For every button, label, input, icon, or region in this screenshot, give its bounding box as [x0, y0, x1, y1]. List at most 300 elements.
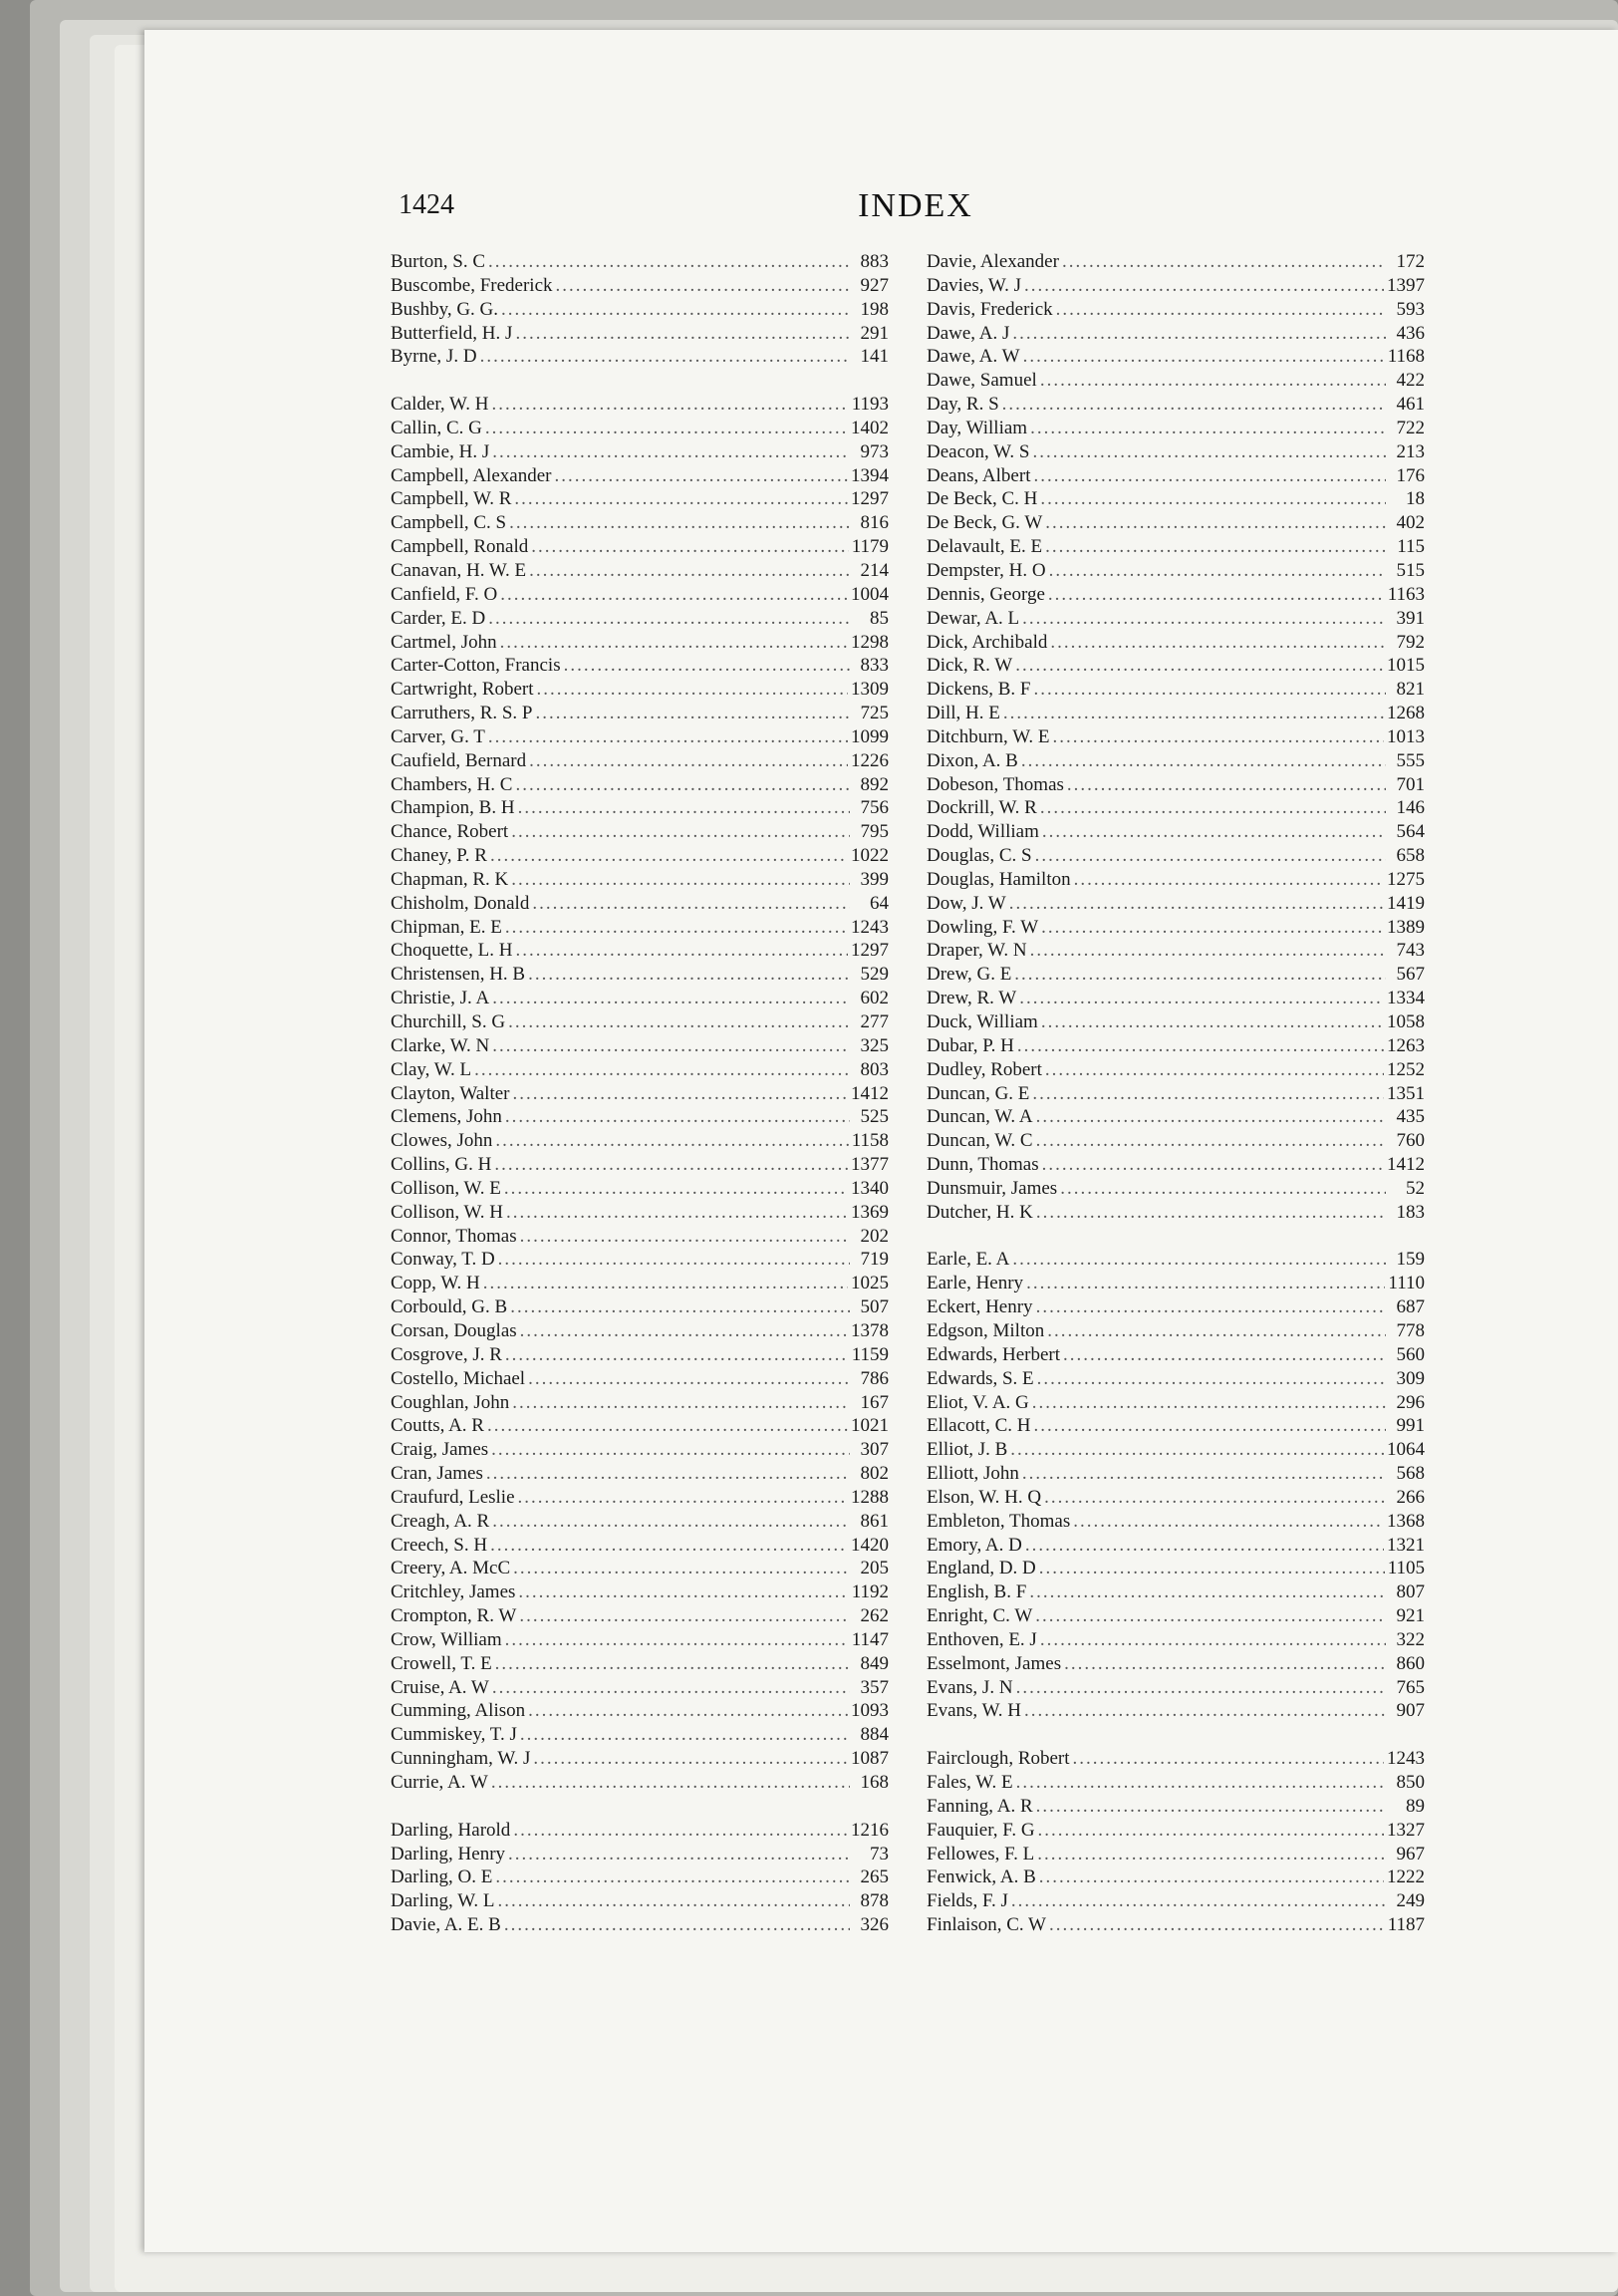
- dot-leader: [1049, 1914, 1385, 1936]
- index-entry: [391, 1511, 889, 1535]
- entry-page: 1394: [851, 464, 889, 486]
- entry-name: Dewar, A. L: [927, 607, 1020, 629]
- index-entry: [391, 893, 889, 917]
- entry-page: 436: [1396, 322, 1425, 344]
- dot-leader: [536, 703, 851, 724]
- entry-page: 722: [1396, 417, 1425, 438]
- dot-leader: [1035, 845, 1386, 867]
- entry-name: Esselmont, James: [927, 1652, 1062, 1674]
- dot-leader: [1016, 1677, 1386, 1699]
- entry-name: Cran, James: [391, 1463, 483, 1485]
- index-entry: [391, 1296, 889, 1320]
- entry-name: Craufurd, Leslie: [391, 1486, 515, 1508]
- entry-page: 399: [860, 868, 889, 890]
- index-entry: [391, 774, 889, 798]
- entry-page: 973: [860, 440, 889, 462]
- dot-leader: [1026, 1273, 1385, 1294]
- dot-leader: [491, 1439, 850, 1461]
- dot-leader: [492, 441, 850, 463]
- dot-leader: [498, 1249, 850, 1271]
- entry-page: 1389: [1387, 916, 1425, 938]
- dot-leader: [520, 1226, 850, 1248]
- dot-leader: [518, 1487, 848, 1509]
- index-entry: [927, 1629, 1425, 1653]
- dot-leader: [500, 584, 848, 606]
- entry-name: Cambie, H. J: [391, 440, 490, 462]
- dot-leader: [505, 917, 848, 939]
- page-title: INDEX: [858, 187, 973, 224]
- index-entry: [927, 323, 1425, 347]
- entry-name: Elliott, John: [927, 1463, 1019, 1485]
- dot-leader: [1024, 1700, 1386, 1722]
- entry-name: Enright, C. W: [927, 1605, 1033, 1627]
- index-entry: [391, 1535, 889, 1559]
- dot-leader: [1040, 370, 1386, 392]
- entry-name: Costello, Michael: [391, 1367, 526, 1389]
- dot-leader: [1040, 1629, 1386, 1651]
- index-entry: [391, 1249, 889, 1273]
- index-entry: [927, 1344, 1425, 1368]
- entry-name: De Beck, G. W: [927, 512, 1043, 534]
- dot-leader: [531, 536, 848, 558]
- dot-leader: [1014, 964, 1386, 986]
- entry-name: Clayton, Walter: [391, 1082, 510, 1104]
- entry-name: Copp, W. H: [391, 1273, 480, 1294]
- entry-name: Chambers, H. C: [391, 773, 513, 795]
- entry-page: 1420: [851, 1534, 889, 1556]
- index-entry: [927, 1415, 1425, 1439]
- index-entry: [391, 750, 889, 774]
- entry-name: Coughlan, John: [391, 1391, 510, 1413]
- entry-page: 262: [860, 1605, 889, 1627]
- entry-page: 719: [860, 1249, 889, 1271]
- group-spacer: [391, 370, 889, 394]
- dot-leader: [488, 251, 850, 273]
- entry-page: 1105: [1387, 1558, 1425, 1579]
- dot-leader: [1042, 821, 1386, 843]
- entry-name: Dudley, Robert: [927, 1058, 1042, 1080]
- entry-name: Dow, J. W: [927, 892, 1006, 914]
- index-entry: [927, 632, 1425, 656]
- dot-leader: [537, 679, 848, 701]
- index-entry: [391, 275, 889, 299]
- dot-leader: [491, 394, 848, 416]
- dot-leader: [1023, 346, 1385, 368]
- index-entry: [391, 465, 889, 489]
- entry-page: 1402: [851, 417, 889, 438]
- entry-name: Dubar, P. H: [927, 1034, 1014, 1056]
- entry-page: 1321: [1387, 1534, 1425, 1556]
- dot-leader: [501, 299, 850, 321]
- dot-leader: [490, 1535, 848, 1557]
- index-entry: [927, 1677, 1425, 1701]
- entry-name: Currie, A. W: [391, 1772, 488, 1793]
- index-entry: [391, 299, 889, 323]
- dot-leader: [1040, 797, 1386, 819]
- entry-page: 1334: [1387, 988, 1425, 1009]
- entry-page: 1192: [851, 1581, 889, 1603]
- index-entry: [391, 584, 889, 608]
- entry-name: Dobeson, Thomas: [927, 773, 1064, 795]
- index-entry: [391, 1558, 889, 1581]
- entry-page: 326: [860, 1914, 889, 1936]
- entry-page: 1309: [851, 679, 889, 701]
- entry-name: Creery, A. McC: [391, 1558, 511, 1579]
- index-entry: [927, 679, 1425, 703]
- dot-leader: [492, 1511, 850, 1533]
- entry-page: 1243: [851, 916, 889, 938]
- entry-page: 402: [1396, 512, 1425, 534]
- entry-name: Carter-Cotton, Francis: [391, 655, 561, 677]
- entry-page: 860: [1396, 1652, 1425, 1674]
- dot-leader: [533, 1748, 848, 1770]
- entry-name: Crow, William: [391, 1628, 502, 1650]
- index-entry: [391, 988, 889, 1011]
- entry-page: 1378: [851, 1319, 889, 1341]
- entry-page: 593: [1396, 298, 1425, 320]
- dot-leader: [1036, 1796, 1386, 1818]
- entry-name: Clarke, W. N: [391, 1034, 490, 1056]
- entry-name: Douglas, Hamilton: [927, 868, 1071, 890]
- entry-page: 205: [860, 1558, 889, 1579]
- entry-page: 1163: [1387, 583, 1425, 605]
- dot-leader: [564, 655, 850, 677]
- dot-leader: [486, 1463, 850, 1485]
- dot-leader: [1050, 632, 1386, 654]
- dot-leader: [1022, 608, 1386, 630]
- index-entry: [927, 1249, 1425, 1273]
- index-entry: [927, 726, 1425, 750]
- dot-leader: [1045, 536, 1386, 558]
- entry-page: 391: [1396, 607, 1425, 629]
- index-entry: [927, 251, 1425, 275]
- entry-page: 172: [1396, 251, 1425, 272]
- entry-name: Embleton, Thomas: [927, 1510, 1071, 1532]
- dot-leader: [1073, 1511, 1384, 1533]
- entry-name: Chance, Robert: [391, 821, 509, 843]
- entry-name: Chisholm, Donald: [391, 892, 530, 914]
- entry-page: 1377: [851, 1154, 889, 1176]
- entry-name: Davie, A. E. B: [391, 1914, 501, 1936]
- entry-name: Choquette, L. H: [391, 940, 513, 962]
- entry-name: Critchley, James: [391, 1581, 516, 1603]
- entry-page: 1064: [1387, 1439, 1425, 1461]
- entry-page: 725: [860, 703, 889, 724]
- entry-name: Cosgrove, J. R: [391, 1343, 502, 1365]
- dot-leader: [1042, 1154, 1384, 1176]
- entry-page: 213: [1396, 440, 1425, 462]
- index-entry: [391, 1273, 889, 1296]
- index-entry: [927, 940, 1425, 964]
- index-entry: [927, 1511, 1425, 1535]
- entry-name: Carruthers, R. S. P: [391, 703, 533, 724]
- entry-page: 1275: [1387, 868, 1425, 890]
- entry-name: Conway, T. D: [391, 1249, 495, 1271]
- index-entry: [391, 1344, 889, 1368]
- index-entry: [927, 1059, 1425, 1083]
- entry-page: 141: [860, 346, 889, 368]
- entry-page: 1412: [851, 1082, 889, 1104]
- entry-name: Crowell, T. E: [391, 1652, 492, 1674]
- dot-leader: [504, 1178, 848, 1200]
- entry-name: Chaney, P. R: [391, 845, 487, 867]
- entry-page: 1351: [1387, 1082, 1425, 1104]
- entry-page: 1093: [851, 1700, 889, 1722]
- entry-page: 1252: [1387, 1058, 1425, 1080]
- entry-name: Calder, W. H: [391, 394, 489, 416]
- index-entry: [927, 821, 1425, 845]
- index-entry: [927, 845, 1425, 869]
- dot-leader: [1022, 1463, 1386, 1485]
- entry-name: Duck, William: [927, 1011, 1038, 1032]
- dot-leader: [556, 275, 850, 297]
- entry-name: Evans, J. N: [927, 1676, 1013, 1698]
- dot-leader: [1053, 726, 1385, 748]
- dot-leader: [1044, 1487, 1386, 1509]
- dot-leader: [1062, 251, 1386, 273]
- entry-page: 277: [860, 1011, 889, 1032]
- entry-page: 1004: [851, 583, 889, 605]
- entry-name: Collins, G. H: [391, 1154, 492, 1176]
- index-entry: [391, 1178, 889, 1202]
- entry-name: Bushby, G. G.: [391, 298, 499, 320]
- dot-leader: [490, 845, 848, 867]
- entry-page: 795: [860, 821, 889, 843]
- entry-page: 1222: [1387, 1866, 1425, 1888]
- entry-name: Dawe, Samuel: [927, 370, 1037, 392]
- index-entry: [391, 1035, 889, 1059]
- entry-name: Davies, W. J: [927, 274, 1021, 296]
- entry-page: 555: [1396, 749, 1425, 771]
- entry-page: 878: [860, 1890, 889, 1912]
- entry-page: 325: [860, 1034, 889, 1056]
- index-entry: [391, 418, 889, 441]
- dot-leader: [508, 1844, 850, 1866]
- dot-leader: [1049, 560, 1386, 582]
- dot-leader: [508, 1011, 850, 1033]
- entry-page: 291: [860, 322, 889, 344]
- dot-leader: [1034, 679, 1387, 701]
- index-entry: [391, 1392, 889, 1416]
- entry-name: Davie, Alexander: [927, 251, 1059, 272]
- dot-leader: [529, 750, 848, 772]
- index-entry: [391, 1154, 889, 1178]
- entry-name: Dawe, A. W: [927, 346, 1020, 368]
- index-entry: [391, 536, 889, 560]
- entry-name: Fanning, A. R: [927, 1795, 1033, 1817]
- entry-page: 1193: [851, 394, 889, 416]
- index-entry: [391, 1914, 889, 1938]
- index-entry: [927, 1653, 1425, 1677]
- index-entry: [927, 750, 1425, 774]
- index-entry: [927, 1011, 1425, 1035]
- dot-leader: [513, 1558, 850, 1579]
- dot-leader: [498, 1890, 851, 1912]
- index-entry: [927, 394, 1425, 418]
- dot-leader: [504, 1914, 850, 1936]
- index-entry: [391, 1487, 889, 1511]
- group-spacer: [927, 1226, 1425, 1250]
- entry-name: Fellowes, F. L: [927, 1843, 1035, 1865]
- index-entry: [927, 655, 1425, 679]
- index-entry: [391, 1059, 889, 1083]
- entry-page: 907: [1396, 1700, 1425, 1722]
- entry-page: 756: [860, 797, 889, 819]
- index-entry: [391, 726, 889, 750]
- dot-leader: [495, 1866, 850, 1888]
- index-entry: [391, 679, 889, 703]
- dot-leader: [515, 940, 848, 962]
- index-entry: [927, 584, 1425, 608]
- dot-leader: [511, 821, 850, 843]
- entry-page: 760: [1396, 1130, 1425, 1152]
- index-entry: [927, 917, 1425, 941]
- entry-page: 807: [1396, 1581, 1425, 1603]
- entry-name: Butterfield, H. J: [391, 322, 513, 344]
- entry-name: Dockrill, W. R: [927, 797, 1037, 819]
- entry-name: Day, William: [927, 417, 1028, 438]
- entry-page: 64: [870, 892, 889, 914]
- dot-leader: [500, 632, 848, 654]
- entry-name: Drew, G. E: [927, 964, 1012, 986]
- entry-page: 602: [860, 988, 889, 1009]
- entry-name: Cummiskey, T. J: [391, 1724, 517, 1746]
- dot-leader: [1060, 1178, 1386, 1200]
- entry-page: 461: [1396, 394, 1425, 416]
- index-entry: [391, 821, 889, 845]
- index-entry: [927, 488, 1425, 512]
- dot-leader: [532, 893, 850, 915]
- entry-name: Dickens, B. F: [927, 679, 1031, 701]
- index-entry: [927, 275, 1425, 299]
- index-entry: [391, 1677, 889, 1701]
- entry-name: Campbell, Ronald: [391, 536, 529, 558]
- index-column-left: [391, 251, 889, 1938]
- entry-page: 1159: [851, 1343, 889, 1365]
- dot-leader: [1039, 1866, 1384, 1888]
- dot-leader: [1024, 275, 1384, 297]
- entry-name: Davis, Frederick: [927, 298, 1053, 320]
- dot-leader: [1030, 940, 1386, 962]
- index-entry: [927, 1605, 1425, 1629]
- entry-name: Collison, W. E: [391, 1177, 501, 1199]
- dot-leader: [1045, 512, 1386, 534]
- dot-leader: [1009, 893, 1384, 915]
- dot-leader: [1074, 869, 1384, 891]
- index-entry: [391, 560, 889, 584]
- entry-name: Clay, W. L: [391, 1058, 472, 1080]
- entry-name: English, B. F: [927, 1581, 1027, 1603]
- index-entry: [927, 536, 1425, 560]
- entry-page: 1087: [851, 1748, 889, 1770]
- entry-name: Creagh, A. R: [391, 1510, 490, 1532]
- entry-name: Fauquier, F. G: [927, 1819, 1035, 1841]
- index-entry: [927, 370, 1425, 394]
- page-number: 1424: [399, 189, 454, 220]
- entry-page: 1021: [851, 1415, 889, 1437]
- index-entry: [927, 1581, 1425, 1605]
- entry-name: Creech, S. H: [391, 1534, 488, 1556]
- dot-leader: [1056, 299, 1386, 321]
- entry-name: Corbould, G. B: [391, 1296, 508, 1318]
- index-entry: [927, 1748, 1425, 1772]
- entry-page: 1268: [1387, 703, 1425, 724]
- index-column-right: [927, 251, 1425, 1938]
- entry-name: Churchill, S. G: [391, 1011, 506, 1032]
- index-entry: [927, 1320, 1425, 1344]
- dot-leader: [1017, 1035, 1384, 1057]
- entry-name: Delavault, E. E: [927, 536, 1043, 558]
- index-entry: [927, 1844, 1425, 1867]
- entry-name: Christie, J. A: [391, 988, 490, 1009]
- entry-page: 422: [1396, 370, 1425, 392]
- entry-page: 821: [1396, 679, 1425, 701]
- entry-name: Duncan, W. C: [927, 1130, 1033, 1152]
- dot-leader: [515, 774, 850, 796]
- dot-leader: [1033, 1415, 1386, 1437]
- entry-name: Enthoven, E. J: [927, 1628, 1037, 1650]
- index-entry: [391, 1605, 889, 1629]
- index-entry: [391, 1439, 889, 1463]
- entry-name: Corsan, Douglas: [391, 1319, 517, 1341]
- dot-leader: [518, 797, 850, 819]
- index-entry: [927, 1772, 1425, 1796]
- dot-leader: [1011, 1890, 1386, 1912]
- dot-leader: [513, 1820, 848, 1842]
- entry-page: 357: [860, 1676, 889, 1698]
- index-entry: [391, 251, 889, 275]
- entry-name: Dodd, William: [927, 821, 1039, 843]
- entry-name: Clowes, John: [391, 1130, 493, 1152]
- index-entry: [927, 1890, 1425, 1914]
- dot-leader: [1032, 1392, 1386, 1414]
- entry-name: Fenwick, A. B: [927, 1866, 1036, 1888]
- entry-name: Elson, W. H. Q: [927, 1486, 1042, 1508]
- entry-page: 249: [1396, 1890, 1425, 1912]
- index-entry: [391, 1415, 889, 1439]
- entry-name: Coutts, A. R: [391, 1415, 484, 1437]
- entry-name: Dunsmuir, James: [927, 1177, 1058, 1199]
- entry-page: 176: [1396, 464, 1425, 486]
- index-entry: [391, 703, 889, 726]
- entry-name: Buscombe, Frederick: [391, 274, 553, 296]
- entry-name: Finlaison, C. W: [927, 1914, 1046, 1936]
- entry-page: 1226: [851, 749, 889, 771]
- index-entry: [927, 988, 1425, 1011]
- entry-name: Caufield, Bernard: [391, 749, 527, 771]
- dot-leader: [510, 1296, 850, 1318]
- entry-page: 1015: [1387, 655, 1425, 677]
- entry-name: Champion, B. H: [391, 797, 515, 819]
- dot-leader: [480, 346, 850, 368]
- index-entry: [391, 1463, 889, 1487]
- entry-page: 1340: [851, 1177, 889, 1199]
- dot-leader: [1073, 1748, 1384, 1770]
- entry-name: Clemens, John: [391, 1106, 502, 1128]
- entry-page: 568: [1396, 1463, 1425, 1485]
- dot-leader: [1035, 1605, 1386, 1627]
- index-entry: [927, 1368, 1425, 1392]
- entry-name: Day, R. S: [927, 394, 999, 416]
- dot-leader: [1036, 1106, 1386, 1128]
- index-entry: [391, 1320, 889, 1344]
- dot-leader: [1015, 655, 1384, 677]
- dot-leader: [505, 1344, 849, 1366]
- dot-leader: [1064, 1653, 1386, 1675]
- entry-page: 786: [860, 1367, 889, 1389]
- dot-leader: [1032, 1083, 1384, 1105]
- dot-leader: [1025, 1535, 1384, 1557]
